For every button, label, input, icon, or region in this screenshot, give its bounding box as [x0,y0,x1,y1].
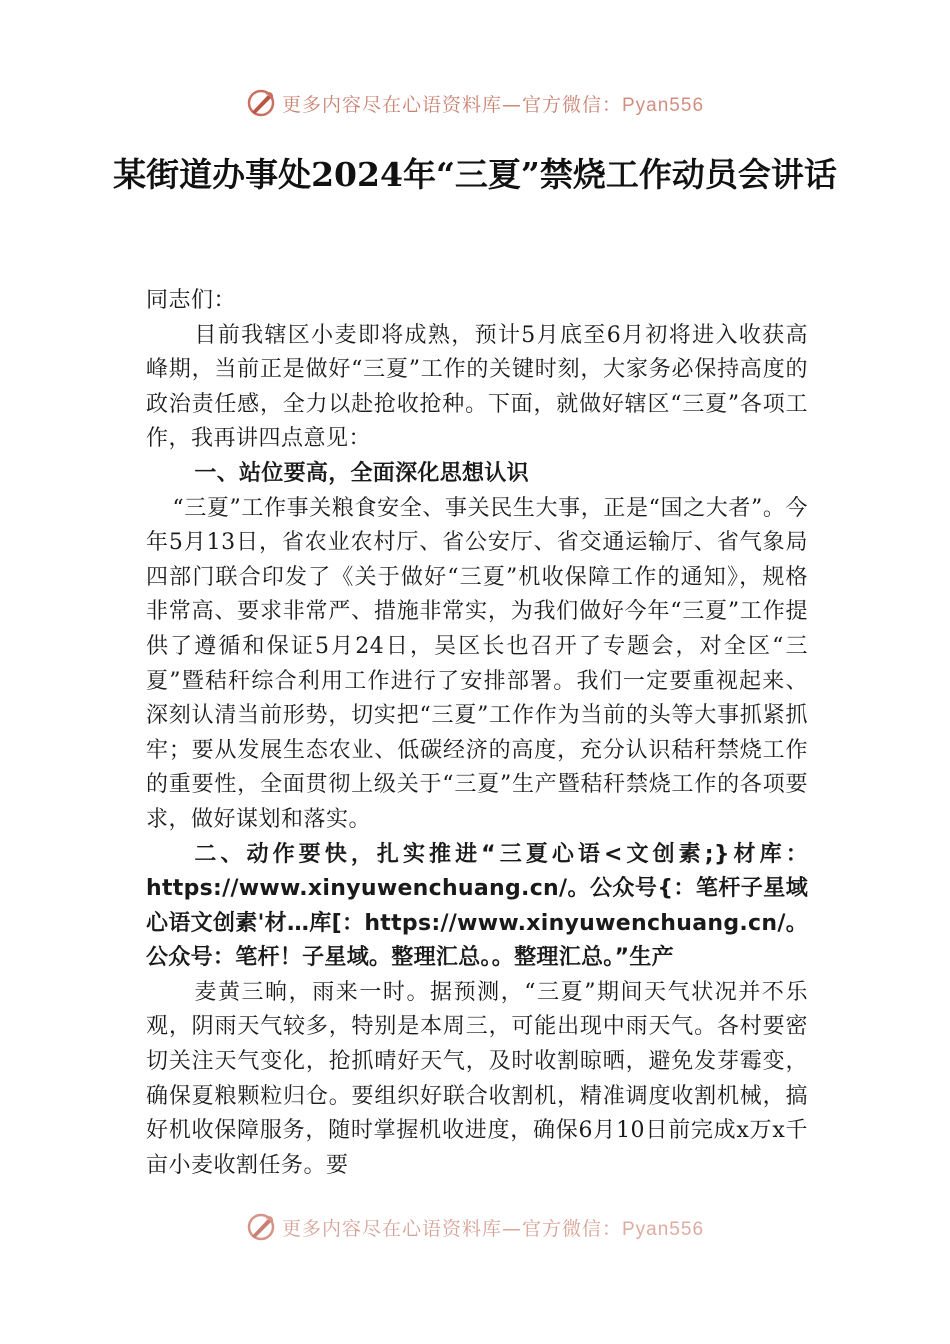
watermark-bottom [0,1212,950,1247]
section-heading-2: 二、动作要快，扎实推进“三夏心语<文创素;}材库：https://www.xinyuwenchuang.cn/。公众号{：笔杆子星域心语文创素'材…库[：https://www.xinyuwenchuang.cn/。公众号：笔杆！子星域。整理汇总。。整理汇总。”生产 [146,841,808,971]
watermark-id: Pyan556 [622,1219,705,1240]
salutation: 同志们： [146,288,237,313]
section-heading-1: 一、站位要高，全面深化思想认识 [194,460,529,486]
brush-logo-icon [246,1212,276,1247]
document-body [146,284,808,1183]
watermark-text: 更多内容尽在心语资料库—官方微信： [281,94,622,116]
document-title: 某街道办事处2024年“三夏”禁烧工作动员会讲话 [113,155,837,194]
watermark-text: 更多内容尽在心语资料库—官方微信： [281,1218,622,1240]
section-paragraph-1: “三夏”工作事关粮食安全、事关民生大事，正是“国之大者”。今年5月13日，省农业农村厅、省公安厅、省交通运输厅、省气象局四部门联合印发了《关于做好“三夏”机收保障工作的通知》，规格非常高、要求非常严、措施非常实，为我们做好今年“三夏”工作提供了遵循和保证5月24日，吴区长也召开了专题会，对全区“三夏”暨秸秆综合利用工作进行了安排部署。我们一定要重视起来、深刻认清当前形势，切实把“三夏”工作作为当前的头等大事抓紧抓牢；要从发展生态农业、低碳经济的高度，充分认识秸秆禁烧工作的重要性，全面贯彻上级关于“三夏”生产暨秸秆禁烧工作的各项要求，做好谋划和落实。 [146,495,808,832]
intro-paragraph: 目前我辖区小麦即将成熟，预计5月底至6月初将进入收获高峰期，当前正是做好“三夏”工作的关键时刻，大家务必保持高度的政治责任感，全力以赴抢收抢种。下面，就做好辖区“三夏”各项工作，我再讲四点意见： [146,322,808,452]
brush-logo-icon [246,88,276,123]
section-paragraph-2: 麦黄三晌，雨来一时。据预测，“三夏”期间天气状况并不乐观，阴雨天气较多，特别是本周三，可能出现中雨天气。各村要密切关注天气变化，抢抓晴好天气，及时收割晾晒，避免发芽霉变，确保夏粮颗粒归仓。要组织好联合收割机，精准调度收割机械，搞好机收保障服务，随时掌握机收进度，确保6月10日前完成x万x千亩小麦收割任务。要 [146,979,808,1178]
watermark-top [0,88,950,123]
watermark-id: Pyan556 [622,95,705,116]
